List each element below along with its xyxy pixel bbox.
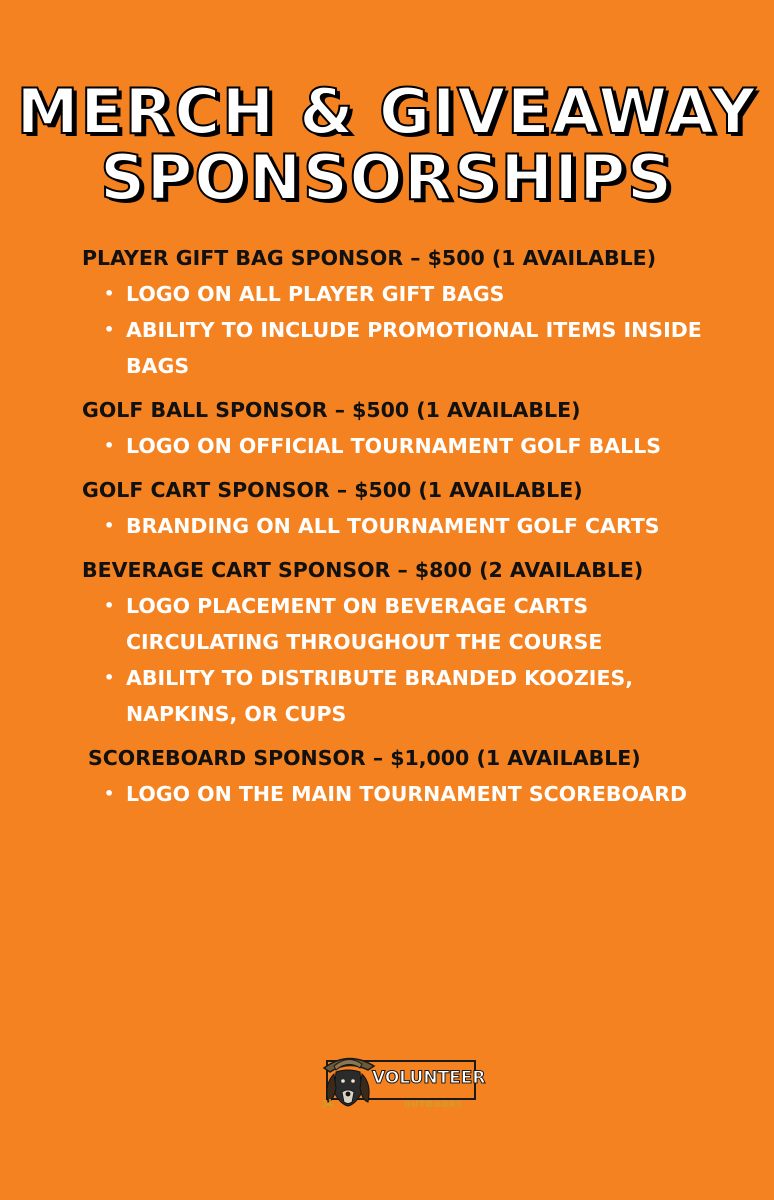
bullet-item: • LOGO ON OFFICIAL TOURNAMENT GOLF BALLS [126, 428, 716, 464]
bullet-list [82, 276, 762, 384]
page-title [0, 75, 774, 214]
logo-subtitle: OUTDOORS [404, 1100, 463, 1109]
section-heading: PLAYER GIFT BAG SPONSOR – $500 (1 AVAILABLE) [82, 246, 657, 270]
section-heading: BEVERAGE CART SPONSOR – $800 (2 AVAILABLE) [82, 558, 644, 582]
bullet-list [82, 588, 762, 732]
bullet-item: • LOGO ON ALL PLAYER GIFT BAGS [126, 276, 716, 312]
sponsorship-section [82, 552, 762, 732]
logo-name: VOLUNTEER [372, 1068, 486, 1088]
hound-dog-hat-icon [318, 1048, 378, 1114]
section-heading: GOLF BALL SPONSOR – $500 (1 AVAILABLE) [82, 398, 581, 422]
bullet-list [82, 776, 762, 812]
bullet-item: • LOGO ON THE MAIN TOURNAMENT SCOREBOARD [126, 776, 716, 812]
bullet-item: • LOGO PLACEMENT ON BEVERAGE CARTS CIRCULATING THROUGHOUT THE COURSE [126, 588, 716, 660]
bullet-item: • ABILITY TO DISTRIBUTE BRANDED KOOZIES, NAPKINS, OR CUPS [126, 660, 716, 732]
section-heading: GOLF CART SPONSOR – $500 (1 AVAILABLE) [82, 478, 583, 502]
sponsorship-section [82, 392, 762, 464]
title-line-1: MERCH & GIVEAWAY [16, 75, 758, 148]
bullet-item: • BRANDING ON ALL TOURNAMENT GOLF CARTS [126, 508, 716, 544]
bullet-list [82, 508, 762, 544]
bullet-item: • ABILITY TO INCLUDE PROMOTIONAL ITEMS INSIDE BAGS [126, 312, 716, 384]
volunteer-outdoors-logo [318, 1048, 486, 1114]
sponsorship-list [82, 240, 762, 820]
bullet-list [82, 428, 762, 464]
sponsorship-section [82, 240, 762, 384]
title-line-2: SPONSORSHIPS [100, 141, 674, 214]
section-heading: SCOREBOARD SPONSOR – $1,000 (1 AVAILABLE) [88, 746, 641, 770]
sponsorship-section [82, 740, 762, 812]
sponsorship-section [82, 472, 762, 544]
